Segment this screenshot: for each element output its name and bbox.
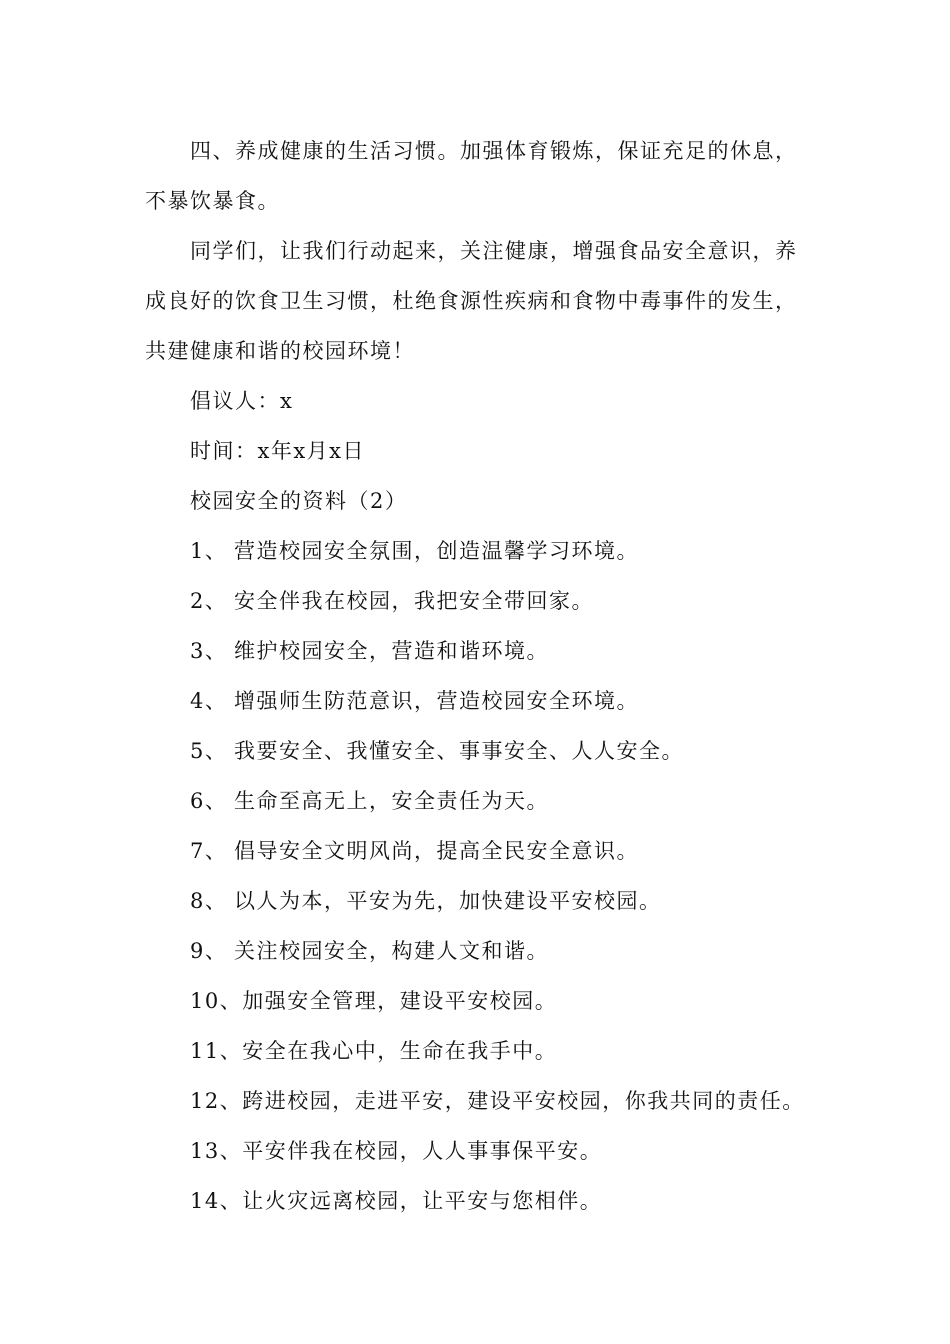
slogan-item	[190, 686, 639, 716]
slogan-number: 12、	[190, 1089, 243, 1113]
slogan-item	[190, 786, 549, 816]
call-to-action-line-1: 同学们，让我们行动起来，关注健康，增强食品安全意识，养	[190, 239, 798, 263]
slogan-number: 4、	[190, 689, 228, 713]
slogan-number: 14、	[190, 1189, 243, 1213]
slogan-item	[190, 1086, 805, 1116]
slogan-item	[190, 986, 557, 1016]
slogan-item	[190, 1136, 602, 1166]
slogan-text: 关注校园安全，构建人文和谐。	[234, 939, 549, 963]
slogan-text: 我要安全、我懂安全、事事安全、人人安全。	[234, 739, 684, 763]
slogan-item	[190, 886, 662, 916]
slogan-number: 13、	[190, 1139, 243, 1163]
slogan-item	[190, 1186, 602, 1216]
slogan-text: 增强师生防范意识，营造校园安全环境。	[234, 689, 639, 713]
date-line: 时间：x年x月x日	[190, 439, 366, 463]
slogan-text: 安全伴我在校园，我把安全带回家。	[234, 589, 594, 613]
slogan-item	[190, 936, 549, 966]
slogan-number: 7、	[190, 839, 228, 863]
slogan-number: 1、	[190, 539, 228, 563]
section-title: 校园安全的资料（2）	[190, 489, 408, 513]
slogan-number: 10、	[190, 989, 243, 1013]
call-to-action-line-2: 成良好的饮食卫生习惯，杜绝食源性疾病和食物中毒事件的发生，	[145, 289, 798, 313]
slogan-item	[190, 1036, 557, 1066]
slogan-text: 生命至高无上，安全责任为天。	[234, 789, 549, 813]
slogan-item	[190, 736, 684, 766]
slogan-number: 3、	[190, 639, 228, 663]
slogan-number: 9、	[190, 939, 228, 963]
slogan-number: 5、	[190, 739, 228, 763]
paragraph-four-line-2: 不暴饮暴食。	[145, 189, 280, 213]
slogan-text: 以人为本，平安为先，加快建设平安校园。	[234, 889, 662, 913]
slogan-text: 营造校园安全氛围，创造温馨学习环境。	[234, 539, 639, 563]
paragraph-four-line-1: 四、养成健康的生活习惯。加强体育锻炼，保证充足的休息，	[190, 139, 798, 163]
slogan-number: 6、	[190, 789, 228, 813]
slogan-item	[190, 636, 549, 666]
slogan-text: 维护校园安全，营造和谐环境。	[234, 639, 549, 663]
slogan-number: 8、	[190, 889, 228, 913]
slogan-text: 安全在我心中，生命在我手中。	[242, 1039, 558, 1063]
slogan-number: 2、	[190, 589, 228, 613]
slogan-text: 让火灾远离校园，让平安与您相伴。	[242, 1189, 603, 1213]
slogan-text: 倡导安全文明风尚，提高全民安全意识。	[234, 839, 639, 863]
slogan-text: 跨进校园，走进平安，建设平安校园，你我共同的责任。	[242, 1089, 805, 1113]
slogan-item	[190, 586, 594, 616]
slogan-text: 平安伴我在校园，人人事事保平安。	[242, 1139, 603, 1163]
initiator-line: 倡议人：x	[190, 389, 294, 413]
call-to-action-line-3: 共建健康和谐的校园环境！	[145, 339, 415, 363]
slogan-item	[190, 536, 639, 566]
slogan-number: 11、	[190, 1039, 243, 1063]
slogan-item	[190, 836, 639, 866]
slogan-text: 加强安全管理，建设平安校园。	[242, 989, 558, 1013]
